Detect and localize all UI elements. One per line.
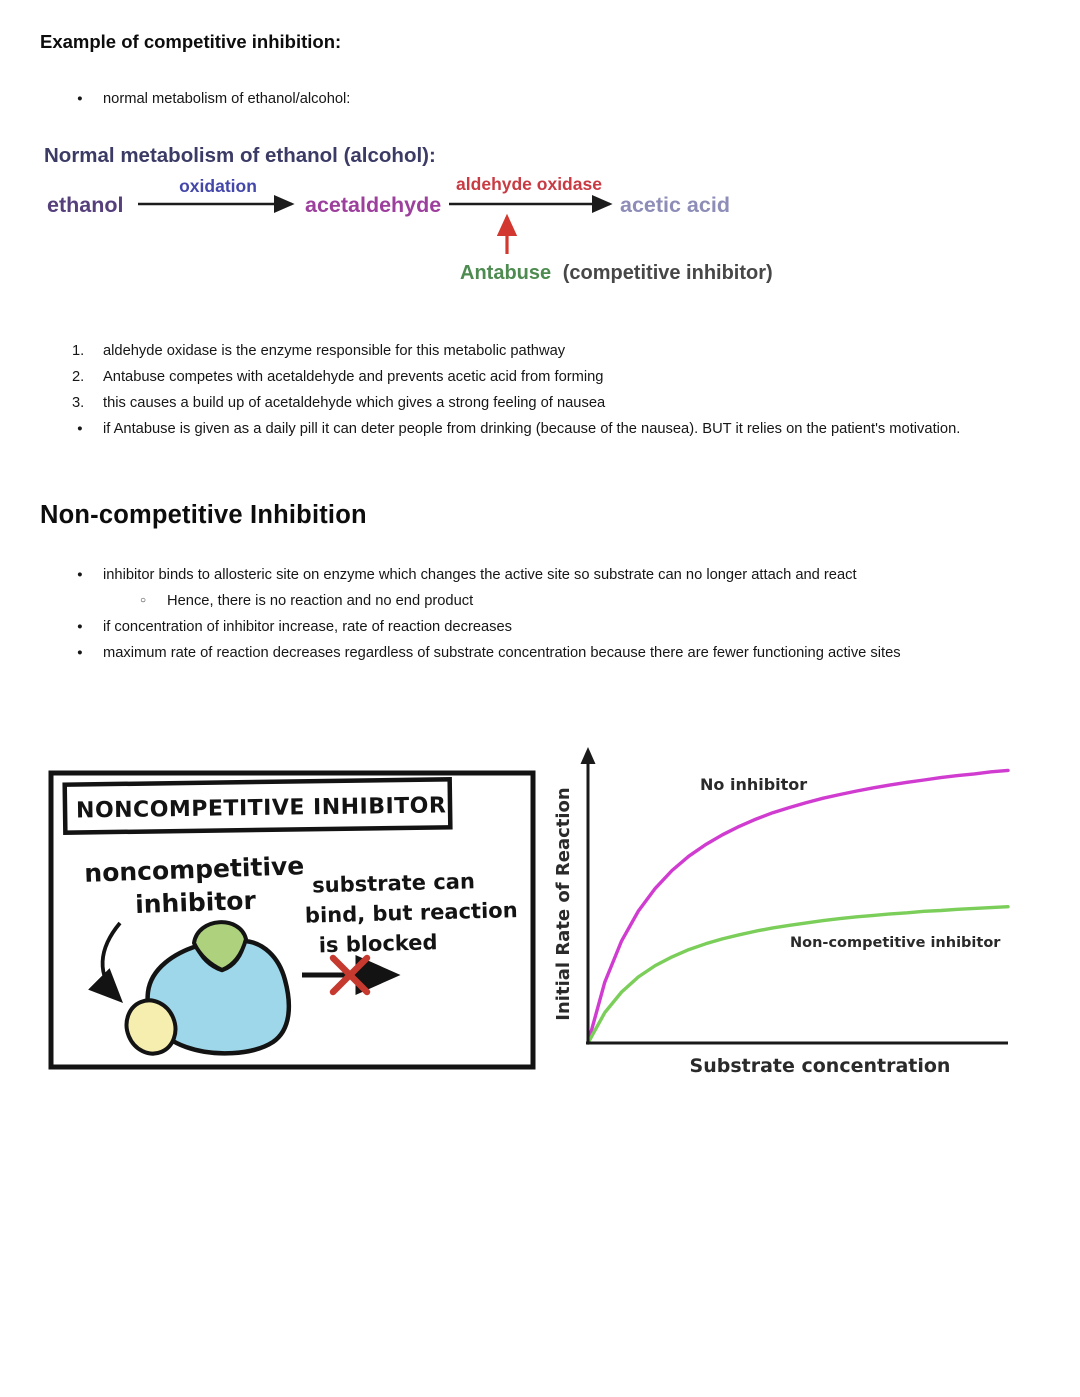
rate-vs-substrate-chart xyxy=(552,742,1012,1082)
cartoon-inhibitor-label-line2: inhibitor xyxy=(134,885,257,920)
curve-label-no-inhibitor: No inhibitor xyxy=(700,775,808,794)
curve-non-competitive-inhibitor xyxy=(588,907,1008,1043)
list-item-sub xyxy=(72,588,901,614)
y-axis-arrowhead xyxy=(581,747,596,764)
curve-no-inhibitor xyxy=(588,770,1008,1043)
label-antabuse-line xyxy=(460,262,773,284)
list-item-text: Hence, there is no reaction and no end product xyxy=(167,593,474,609)
list-item xyxy=(72,86,350,112)
list-item xyxy=(72,364,960,390)
list-item xyxy=(72,338,960,364)
list-item xyxy=(72,416,960,442)
noncompetitive-cartoon-figure xyxy=(47,765,541,1073)
list-item xyxy=(72,562,901,588)
label-oxidation: oxidation xyxy=(179,176,257,196)
noncompetitive-bullet-list xyxy=(72,562,901,666)
heading-competitive-example: Example of competitive inhibition: xyxy=(40,31,342,52)
bullet-marker: ● xyxy=(77,621,83,632)
list-item-text: if concentration of inhibitor increase, rate of reaction decreases xyxy=(103,619,513,635)
list-item-text: maximum rate of reaction decreases regardless of substrate concentration because there are fewer functioning active sites xyxy=(103,645,901,661)
label-aldehyde-oxidase: aldehyde oxidase xyxy=(456,174,602,194)
x-axis-label: Substrate concentration xyxy=(689,1055,951,1077)
label-acetic-acid: acetic acid xyxy=(620,193,730,217)
number-marker: 3. xyxy=(72,395,85,411)
label-ethanol: ethanol xyxy=(47,193,124,217)
competitive-points-list xyxy=(72,338,960,442)
list-item xyxy=(72,614,901,640)
curve-label-noncompetitive: Non-competitive inhibitor xyxy=(790,935,1001,951)
bullet-marker: ● xyxy=(77,93,83,104)
label-antabuse: Antabuse xyxy=(460,262,552,284)
list-item-text: inhibitor binds to allosteric site on enzyme which changes the active site so substrate can no longer attach and react xyxy=(103,567,857,583)
y-axis-label: Initial Rate of Reaction xyxy=(553,787,574,1021)
cartoon-note-line3: is blocked xyxy=(318,930,438,958)
list-item xyxy=(72,640,901,666)
intro-bullet-list xyxy=(72,86,350,112)
cartoon-inhibitor-label-line1: noncompetitive xyxy=(83,851,305,888)
cartoon-note-line1: substrate can xyxy=(311,869,476,898)
number-marker: 1. xyxy=(72,343,85,359)
figure-title: Normal metabolism of ethanol (alcohol): xyxy=(44,144,436,167)
hollow-bullet-marker: ○ xyxy=(140,595,147,606)
bullet-marker: ● xyxy=(77,569,83,580)
number-marker: 2. xyxy=(72,369,85,385)
list-item-text: Antabuse competes with acetaldehyde and prevents acetic acid from forming xyxy=(103,369,604,385)
cartoon-note-line2: bind, but reaction xyxy=(304,898,518,928)
label-competitive-inhibitor: (competitive inhibitor) xyxy=(562,262,773,284)
list-item-text: aldehyde oxidase is the enzyme responsible for this metabolic pathway xyxy=(103,343,566,359)
list-item-text: normal metabolism of ethanol/alcohol: xyxy=(103,91,351,107)
chart-curves xyxy=(588,770,1008,1043)
bullet-marker: ● xyxy=(77,647,83,658)
ethanol-metabolism-figure xyxy=(42,138,802,290)
list-item-text: this causes a build up of acetaldehyde which gives a strong feeling of nausea xyxy=(103,395,606,411)
list-item xyxy=(72,390,960,416)
label-acetaldehyde: acetaldehyde xyxy=(305,193,442,217)
cartoon-title: NONCOMPETITIVE INHIBITOR xyxy=(75,793,447,824)
list-item-text: if Antabuse is given as a daily pill it can deter people from drinking (because of the nausea). BUT it relies on the patient's motivation. xyxy=(103,421,961,437)
heading-noncompetitive: Non-competitive Inhibition xyxy=(40,501,367,529)
bullet-marker: ● xyxy=(77,423,83,434)
